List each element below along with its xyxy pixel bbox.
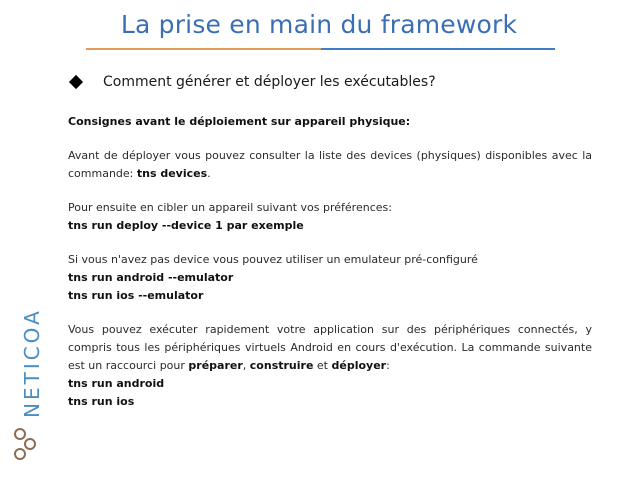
title-underline-blue <box>321 48 555 50</box>
word-preparer: préparer <box>188 359 243 372</box>
cmd-run-deploy: tns run deploy --device 1 par exemple <box>68 219 304 232</box>
sep-2: et <box>313 359 332 372</box>
paragraph-run <box>68 321 592 375</box>
word-construire: construire <box>249 359 314 372</box>
word-deployer: déployer <box>331 359 387 372</box>
cmd-run-android: tns run android <box>68 377 165 390</box>
paragraph-run-text: Vous pouvez exécuter rapidement votre application sur des périphériques connectés, y compris tous les périphériques virtuels Android en cours d'exécution. La commande suivante est un raccourci pour <box>68 323 592 372</box>
cmd-tns-devices: tns devices <box>136 167 208 180</box>
bullet-row <box>68 74 436 90</box>
neticoa-logo-text: NETICOA <box>20 308 44 418</box>
cmd-run-ios-emulator: tns run ios --emulator <box>68 289 204 302</box>
cmd-run-ios: tns run ios <box>68 395 135 408</box>
paragraph-emulator: Si vous n'avez pas device vous pouvez utiliser un emulateur pré-configuré <box>68 253 478 266</box>
neticoa-logo-icon <box>12 425 38 463</box>
cmd-run-android-emulator: tns run android --emulator <box>68 271 234 284</box>
paragraph-devices-end: . <box>207 167 211 180</box>
paragraph-devices-text: Avant de déployer vous pouvez consulter la liste des devices (physiques) disponibles avec la commande: <box>68 149 592 180</box>
paragraph-target: Pour ensuite en cibler un appareil suivant vos préférences: <box>68 201 392 214</box>
sep-1: , <box>242 359 250 372</box>
paragraph-run-end: : <box>386 359 390 372</box>
title-underline-orange <box>86 48 321 50</box>
bullet-text: Comment générer et déployer les exécutables? <box>103 74 436 90</box>
slide-body <box>68 113 592 411</box>
diamond-bullet-icon <box>69 75 83 89</box>
slide-title: La prise en main du framework <box>120 10 518 39</box>
consignes-heading: Consignes avant le déploiement sur appareil physique: <box>68 115 411 128</box>
paragraph-devices <box>68 147 592 183</box>
